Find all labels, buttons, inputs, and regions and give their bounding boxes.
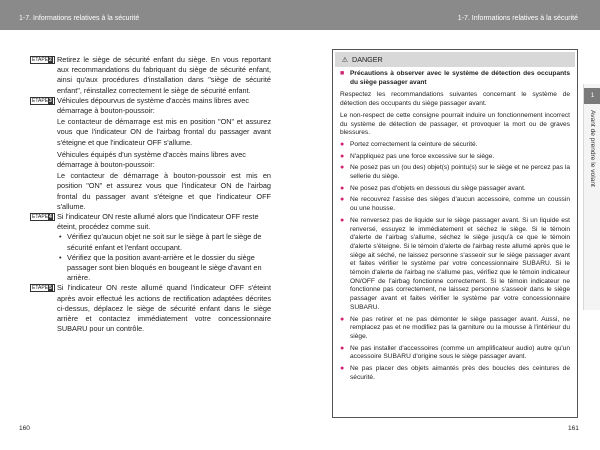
step-3 [30,96,271,212]
step-badge: ÉTAPE4 [30,213,55,221]
danger-box [332,49,578,418]
step-4 [30,212,271,283]
warning-triangle-icon: ⚠ [341,55,349,64]
list-item: ● N'appliquez pas une force excessive sur le siège. [340,153,570,162]
page-header [0,0,600,30]
list-item: ● Ne posez pas un (ou des) objet(s) pointu(s) sur le siège et ne percez pas la sellerie du siège. [340,164,570,181]
step-text: Si l'indicateur ON reste allumé quand l'indicateur OFF s'éteint après avoir effectué les actions de rectification adaptées décrites ci-dessus, déplacez le siège de sécurité enfant dans le siège arrière et contactez immédiatement votre concessionnaire SUBARU pour un contrôle. [57,283,271,334]
list-item: ● Ne pas placer des objets aimantés près des boucles des ceintures de sécurité. [340,365,570,382]
step-badge: ÉTAPE3 [30,97,55,105]
danger-label-bar [335,52,575,67]
section-tab [583,84,600,310]
list-item: ● Portez correctement la ceinture de sécurité. [340,141,570,150]
list-item: ● Ne recouvrez l'assise des sièges d'aucun accessoire, comme un coussin ou une housse. [340,196,570,213]
step-text: Retirez le siège de sécurité enfant du siège. En vous reportant aux recommandations du fabriquant du siège de sécurité enfant, ainsi qu'aux procédures d'installation dans "siège de sécurité enfant", réinstallez correctement le siège de sécurité enfant. [57,55,271,95]
list-item: ● Ne renversez pas de liquide sur le siège passager avant. Si un liquide est renversé, essuyez le immédiatement et séchez le siège. Si le témoin d'alerte de l'airbag s'allume, séchez le siège jusqu'à ce que le témoin d'alerte s'éteigne. Si le témoin d'alerte de l'airbag reste allumé après que le siège ait séché, ne laissez personne s'asseoir sur le siège passager avant et faites vérifier le système par votre concessionnaire SUBARU. Si le témoin d'alerte de l'airbag ne s'allume pas, vérifiez que le témoin indicateur ON/OFF de l'airbag fonctionne correctement. Si le témoin indicateur ne fonctionne pas correctement, ne laissez personne s'asseoir dans le siège passager avant et faites vérifier le système par votre concessionnaire SUBARU. [340,217,570,313]
step-2 [30,55,271,96]
list-item: • Vérifiez qu'aucun objet ne soit sur le siège à part le siège de sécurité enfant et l'enfant occupant. [57,232,271,252]
step-text: Le contacteur de démarrage est mis en position "ON" et assurez vous que l'indicateur ON de l'airbag frontal du passager avant s'éteigne et que l'indicateur OFF s'allume. [57,117,271,147]
left-column [30,55,271,334]
step-text: Si l'indicateur ON reste allumé alors que l'indicateur OFF reste éteint, procédez comme suit. [57,212,259,232]
header-left-title: 1-7. Informations relatives à la sécurité [19,15,140,22]
step-text: Le contacteur de démarrage à bouton-poussoir est mis en position "ON" et assurez vous que l'indicateur ON de l'airbag frontal du passager avant s'éteigne et que l'indicateur OFF s'allume. [57,171,271,211]
step-text: Véhicules dépourvus de système d'accès mains libres avec démarrage à bouton-poussoir: [57,95,250,116]
section-tab-label: Avant de prendre le volant [589,110,596,187]
step-badge: ÉTAPE2 [30,56,55,64]
step-text: Véhicules équipés d'un système d'accès mains libres avec démarrage à bouton-poussoir: [57,149,246,170]
danger-label: DANGER [352,55,383,64]
page-number-right: 161 [568,425,579,432]
danger-paragraph: Le non-respect de cette consigne pourrait induire un fonctionnement incorrect du système de détection de passager, et provoquer la mort ou de graves blessures. [340,111,570,137]
section-tab-number: 1 [584,88,600,104]
list-item: ● Ne posez pas d'objets en dessous du siège passager avant. [340,185,570,194]
list-item: ● Ne pas retirer et ne pas démonter le siège passager avant. Aussi, ne remplacez pas et ne modifiez pas la garniture ou la mousse à l'intérieur du siège. [340,316,570,342]
step-5 [30,283,271,334]
list-item: ● Ne pas installer d'accessoires (comme un amplificateur audio) autre qu'un accessoire SUBARU d'origine sous le siège passager avant. [340,345,570,362]
header-right-title: 1-7. Informations relatives à la sécurité [457,15,578,22]
list-item: • Vérifiez que la position avant-arrière et le dossier du siège passager sont bien bloqués en bougeant le siège d'avant en arrière. [57,253,271,284]
page-number-left: 160 [19,425,30,432]
danger-paragraph: Respectez les recommandations suivantes concernant le système de détection des occupants du siège passager avant. [340,91,570,108]
danger-heading: ■ Précautions à observer avec le système de détection des occupants du siège passager avant [340,70,570,87]
step-badge: ÉTAPE5 [30,284,55,292]
